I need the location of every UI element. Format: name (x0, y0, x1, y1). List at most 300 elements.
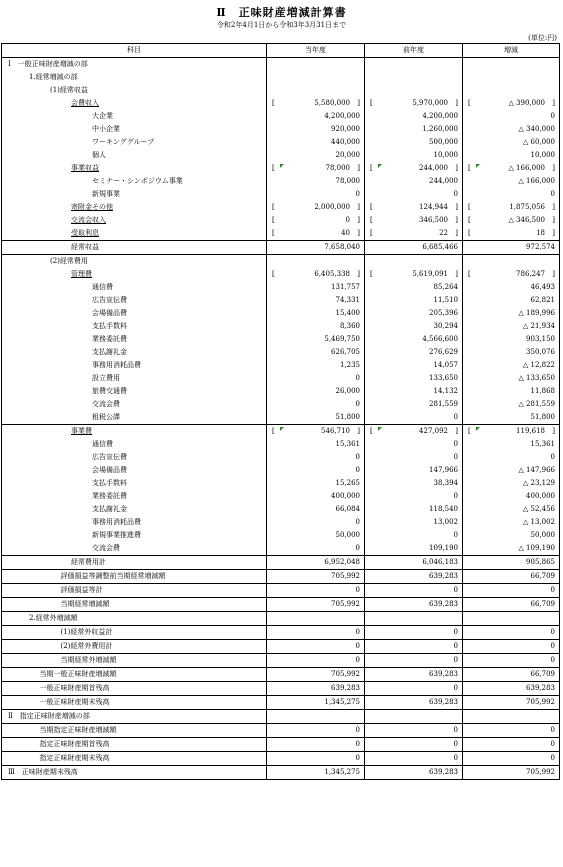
current-year-cell (267, 425, 365, 439)
comment-marker-icon (476, 164, 480, 168)
previous-year-cell: 6,685,466 (365, 241, 463, 255)
row-label: (1)経常外収益計 (2, 626, 267, 640)
change-cell: △ 133,650 (463, 372, 560, 385)
table-row (2, 333, 560, 346)
row-label: 寄附金その他 (2, 201, 267, 214)
bracket-close: ] (357, 164, 360, 172)
previous-year-cell: 4,200,000 (365, 110, 463, 123)
current-year-cell: 131,757 (267, 281, 365, 294)
table-row (2, 175, 560, 188)
previous-year-cell: 500,000 (365, 136, 463, 149)
previous-year-cell: 0 (365, 490, 463, 503)
table-row (2, 425, 560, 439)
header-account: 科目 (2, 44, 267, 58)
change-cell: △ 12,822 (463, 359, 560, 372)
table-row (2, 556, 560, 570)
change-cell: 66,709 (463, 570, 560, 584)
bracket-open: [ (468, 99, 471, 107)
bracket-close: ] (455, 427, 458, 435)
bracket-close: ] (455, 270, 458, 278)
previous-year-cell: 639,283 (365, 570, 463, 584)
change-cell: 50,000 (463, 529, 560, 542)
row-label: 新規事業 (2, 188, 267, 201)
row-label: 交流会収入 (2, 214, 267, 227)
change-cell: 903,150 (463, 333, 560, 346)
change-cell: 400,000 (463, 490, 560, 503)
bracketed-value: 18 (536, 229, 545, 237)
current-year-cell: 15,361 (267, 438, 365, 451)
bracket-close: ] (357, 427, 360, 435)
current-year-cell: 0 (267, 516, 365, 529)
table-row (2, 766, 560, 780)
row-label: 交流会費 (2, 398, 267, 411)
row-label: Ⅱ 指定正味財産増減の部 (2, 710, 267, 724)
current-year-cell: 0 (267, 738, 365, 752)
row-label: 中小企業 (2, 123, 267, 136)
current-year-cell: 0 (267, 724, 365, 738)
table-row (2, 188, 560, 201)
change-cell: 11,868 (463, 385, 560, 398)
bracketed-value: 119,618 (516, 427, 545, 435)
current-year-cell (267, 255, 365, 269)
current-year-cell (267, 214, 365, 227)
bracket-open: [ (370, 427, 373, 435)
table-row (2, 201, 560, 214)
current-year-cell: 0 (267, 542, 365, 556)
bracketed-value: 40 (341, 229, 350, 237)
previous-year-cell: 14,132 (365, 385, 463, 398)
comment-marker-icon (378, 164, 382, 168)
bracket-open: [ (468, 203, 471, 211)
current-year-cell: 66,084 (267, 503, 365, 516)
bracket-close: ] (552, 203, 555, 211)
bracket-close: ] (552, 427, 555, 435)
change-cell (463, 97, 560, 110)
bracket-open: [ (468, 164, 471, 172)
bracket-open: [ (370, 229, 373, 237)
current-year-cell: 0 (267, 372, 365, 385)
bracket-close: ] (357, 270, 360, 278)
row-label: 指定正味財産期末残高 (2, 752, 267, 766)
change-cell: 15,361 (463, 438, 560, 451)
row-label: 支払謝礼金 (2, 503, 267, 516)
current-year-cell: 74,331 (267, 294, 365, 307)
current-year-cell: 6,952,048 (267, 556, 365, 570)
bracket-close: ] (455, 216, 458, 224)
table-row (2, 612, 560, 626)
row-label: (1)経常収益 (2, 84, 267, 97)
table-row (2, 724, 560, 738)
previous-year-cell (365, 162, 463, 175)
row-label: 広告宣伝費 (2, 294, 267, 307)
table-row (2, 668, 560, 682)
table-row (2, 738, 560, 752)
previous-year-cell: 0 (365, 738, 463, 752)
bracket-close: ] (455, 164, 458, 172)
bracket-open: [ (468, 216, 471, 224)
change-cell: 705,992 (463, 766, 560, 780)
row-label: 支払手数料 (2, 320, 267, 333)
current-year-cell: 1,345,275 (267, 696, 365, 710)
bracket-close: ] (455, 99, 458, 107)
change-cell (463, 84, 560, 97)
change-cell (463, 201, 560, 214)
table-row (2, 307, 560, 320)
bracketed-value: 546,710 (321, 427, 350, 435)
change-cell: 972,574 (463, 241, 560, 255)
row-label: Ⅲ 正味財産期末残高 (2, 766, 267, 780)
bracket-close: ] (455, 229, 458, 237)
previous-year-cell: 639,283 (365, 668, 463, 682)
current-year-cell: 78,000 (267, 175, 365, 188)
current-year-cell: 920,000 (267, 123, 365, 136)
bracket-close: ] (552, 229, 555, 237)
current-year-cell (267, 710, 365, 724)
table-row (2, 241, 560, 255)
change-cell: △ 109,190 (463, 542, 560, 556)
row-label: 当期経常増減額 (2, 598, 267, 612)
change-cell: 0 (463, 724, 560, 738)
change-cell: 639,283 (463, 682, 560, 696)
bracket-close: ] (552, 164, 555, 172)
previous-year-cell: 30,294 (365, 320, 463, 333)
change-cell: 10,000 (463, 149, 560, 162)
current-year-cell: 8,360 (267, 320, 365, 333)
change-cell: △ 147,966 (463, 464, 560, 477)
previous-year-cell: 0 (365, 654, 463, 668)
current-year-cell (267, 84, 365, 97)
current-year-cell: 705,992 (267, 668, 365, 682)
previous-year-cell (365, 214, 463, 227)
row-label: 2.経常外増減額 (2, 612, 267, 626)
previous-year-cell: 276,629 (365, 346, 463, 359)
table-row (2, 542, 560, 556)
current-year-cell (267, 71, 365, 84)
bracketed-value: 22 (439, 229, 448, 237)
change-cell (463, 612, 560, 626)
previous-year-cell: 205,396 (365, 307, 463, 320)
change-cell: △ 340,000 (463, 123, 560, 136)
bracket-open: [ (272, 427, 275, 435)
previous-year-cell (365, 425, 463, 439)
bracket-close: ] (357, 216, 360, 224)
row-label: 事業収益 (2, 162, 267, 175)
row-label: 設立費用 (2, 372, 267, 385)
header-current-year: 当年度 (267, 44, 365, 58)
bracket-open: [ (272, 99, 275, 107)
previous-year-cell: 11,510 (365, 294, 463, 307)
change-cell: 905,865 (463, 556, 560, 570)
bracket-close: ] (357, 229, 360, 237)
table-row (2, 372, 560, 385)
row-label: 管理費 (2, 268, 267, 281)
change-cell: △ 23,129 (463, 477, 560, 490)
table-row (2, 110, 560, 123)
current-year-cell: 5,469,750 (267, 333, 365, 346)
row-label: 評価損益等調整前当期経常増減額 (2, 570, 267, 584)
row-label: 評価損益等計 (2, 584, 267, 598)
current-year-cell: 400,000 (267, 490, 365, 503)
period-subtitle: 令和2年4月1日から令和3年3月31日まで (216, 21, 347, 29)
row-label: 会費収入 (2, 97, 267, 110)
previous-year-cell: 0 (365, 724, 463, 738)
current-year-cell (267, 612, 365, 626)
row-label: 個人 (2, 149, 267, 162)
table-row (2, 640, 560, 654)
change-cell: △ 166,000 (463, 175, 560, 188)
current-year-cell: 0 (267, 626, 365, 640)
bracket-close: ] (357, 203, 360, 211)
row-label: 一般正味財産期首残高 (2, 682, 267, 696)
current-year-cell: 1,235 (267, 359, 365, 372)
header-previous-year: 前年度 (365, 44, 463, 58)
current-year-cell: 7,658,040 (267, 241, 365, 255)
previous-year-cell: 0 (365, 438, 463, 451)
current-year-cell: 50,000 (267, 529, 365, 542)
table-row (2, 385, 560, 398)
comment-marker-icon (280, 164, 284, 168)
current-year-cell (267, 268, 365, 281)
bracket-open: [ (272, 164, 275, 172)
table-row (2, 227, 560, 241)
current-year-cell: 0 (267, 398, 365, 411)
previous-year-cell: 244,000 (365, 175, 463, 188)
change-cell: 66,709 (463, 598, 560, 612)
previous-year-cell (365, 201, 463, 214)
change-cell: 46,493 (463, 281, 560, 294)
bracket-open: [ (370, 164, 373, 172)
change-cell: △ 60,000 (463, 136, 560, 149)
previous-year-cell: 0 (365, 640, 463, 654)
bracketed-value: △ 166,000 (508, 164, 545, 172)
table-row (2, 464, 560, 477)
previous-year-cell: 281,559 (365, 398, 463, 411)
table-row (2, 598, 560, 612)
previous-year-cell (365, 58, 463, 72)
previous-year-cell: 639,283 (365, 696, 463, 710)
unit-label: (単位:円) (528, 34, 557, 42)
table-row (2, 136, 560, 149)
table-row (2, 58, 560, 72)
change-cell: △ 281,559 (463, 398, 560, 411)
current-year-cell: 440,000 (267, 136, 365, 149)
bracketed-value: 5,580,000 (314, 99, 350, 107)
bracketed-value: 244,000 (419, 164, 448, 172)
previous-year-cell: 133,650 (365, 372, 463, 385)
table-row (2, 162, 560, 175)
table-row (2, 710, 560, 724)
change-cell: △ 189,996 (463, 307, 560, 320)
previous-year-cell: 14,057 (365, 359, 463, 372)
row-label: 会場備品費 (2, 464, 267, 477)
bracket-open: [ (468, 270, 471, 278)
current-year-cell: 705,992 (267, 570, 365, 584)
table-row (2, 398, 560, 411)
table-row (2, 752, 560, 766)
row-label: 旅費交通費 (2, 385, 267, 398)
row-label: 支払手数料 (2, 477, 267, 490)
current-year-cell (267, 227, 365, 241)
table-row (2, 626, 560, 640)
statement-body (2, 58, 560, 780)
row-label: 事務用消耗品費 (2, 516, 267, 529)
change-cell: 0 (463, 188, 560, 201)
previous-year-cell (365, 71, 463, 84)
table-row (2, 654, 560, 668)
bracket-close: ] (552, 216, 555, 224)
table-row (2, 584, 560, 598)
bracket-open: [ (468, 427, 471, 435)
change-cell (463, 214, 560, 227)
current-year-cell: 0 (267, 640, 365, 654)
bracket-open: [ (370, 270, 373, 278)
bracket-close: ] (552, 99, 555, 107)
table-row (2, 411, 560, 425)
change-cell: △ 21,934 (463, 320, 560, 333)
row-label: 業務委託費 (2, 490, 267, 503)
previous-year-cell (365, 97, 463, 110)
table-row (2, 451, 560, 464)
row-label: 事業費 (2, 425, 267, 439)
current-year-cell: 0 (267, 752, 365, 766)
bracketed-value: 2,000,000 (314, 203, 350, 211)
row-label: 1.経常増減の部 (2, 71, 267, 84)
previous-year-cell: 639,283 (365, 598, 463, 612)
change-cell: 0 (463, 640, 560, 654)
bracket-open: [ (468, 229, 471, 237)
comment-marker-icon (280, 427, 284, 431)
change-cell (463, 710, 560, 724)
previous-year-cell: 13,002 (365, 516, 463, 529)
row-label: 交流会費 (2, 542, 267, 556)
table-row (2, 84, 560, 97)
change-cell (463, 227, 560, 241)
previous-year-cell: 109,190 (365, 542, 463, 556)
bracketed-value: 427,092 (419, 427, 448, 435)
change-cell: 0 (463, 110, 560, 123)
row-label: 広告宣伝費 (2, 451, 267, 464)
comment-marker-icon (378, 427, 382, 431)
change-cell: 0 (463, 752, 560, 766)
row-label: 事務用消耗品費 (2, 359, 267, 372)
current-year-cell: 0 (267, 584, 365, 598)
bracketed-value: 786,247 (516, 270, 545, 278)
bracketed-value: 5,619,091 (412, 270, 448, 278)
current-year-cell: 705,992 (267, 598, 365, 612)
current-year-cell (267, 58, 365, 72)
change-cell: 0 (463, 654, 560, 668)
row-label: 当期指定正味財産増減額 (2, 724, 267, 738)
change-cell (463, 255, 560, 269)
bracket-open: [ (370, 216, 373, 224)
previous-year-cell: 0 (365, 188, 463, 201)
change-cell: 0 (463, 738, 560, 752)
previous-year-cell: 38,394 (365, 477, 463, 490)
row-label: 一般正味財産期末残高 (2, 696, 267, 710)
current-year-cell: 20,000 (267, 149, 365, 162)
previous-year-cell: 85,264 (365, 281, 463, 294)
previous-year-cell (365, 268, 463, 281)
row-label: (2)経常外費用計 (2, 640, 267, 654)
previous-year-cell: 639,283 (365, 766, 463, 780)
change-cell: 0 (463, 626, 560, 640)
current-year-cell (267, 97, 365, 110)
table-row (2, 516, 560, 529)
bracketed-value: 1,875,056 (509, 203, 545, 211)
row-label: Ⅰ 一般正味財産増減の部 (2, 58, 267, 72)
row-label: セミナー・シンポジウム事業 (2, 175, 267, 188)
header-change: 増減 (463, 44, 560, 58)
table-row (2, 320, 560, 333)
table-row (2, 490, 560, 503)
document-title: Ⅱ 正味財産増減計算書 (216, 6, 347, 19)
bracket-open: [ (272, 229, 275, 237)
table-row (2, 255, 560, 269)
previous-year-cell: 0 (365, 584, 463, 598)
row-label: 大企業 (2, 110, 267, 123)
bracket-open: [ (272, 203, 275, 211)
current-year-cell: 0 (267, 464, 365, 477)
bracket-close: ] (357, 99, 360, 107)
previous-year-cell (365, 612, 463, 626)
table-row (2, 477, 560, 490)
previous-year-cell (365, 227, 463, 241)
previous-year-cell (365, 255, 463, 269)
row-label: 経常収益 (2, 241, 267, 255)
row-label: 支払謝礼金 (2, 346, 267, 359)
current-year-cell: 15,400 (267, 307, 365, 320)
current-year-cell: 26,000 (267, 385, 365, 398)
table-row (2, 529, 560, 542)
change-cell (463, 268, 560, 281)
change-cell: 0 (463, 451, 560, 464)
table-row (2, 123, 560, 136)
current-year-cell: 51,800 (267, 411, 365, 425)
current-year-cell: 4,200,000 (267, 110, 365, 123)
table-row (2, 268, 560, 281)
bracket-open: [ (370, 203, 373, 211)
row-label: 租税公課 (2, 411, 267, 425)
change-cell: △ 13,002 (463, 516, 560, 529)
previous-year-cell: 0 (365, 411, 463, 425)
previous-year-cell: 0 (365, 752, 463, 766)
previous-year-cell: 147,966 (365, 464, 463, 477)
previous-year-cell: 0 (365, 626, 463, 640)
current-year-cell: 639,283 (267, 682, 365, 696)
previous-year-cell: 0 (365, 451, 463, 464)
change-cell (463, 58, 560, 72)
previous-year-cell (365, 84, 463, 97)
row-label: 業務委託費 (2, 333, 267, 346)
row-label: ワーキンググループ (2, 136, 267, 149)
table-row (2, 438, 560, 451)
previous-year-cell: 0 (365, 529, 463, 542)
bracketed-value: △ 346,500 (508, 216, 545, 224)
bracket-close: ] (552, 270, 555, 278)
table-row (2, 294, 560, 307)
current-year-cell (267, 201, 365, 214)
change-cell (463, 71, 560, 84)
header-row (2, 44, 560, 58)
row-label: 新規事業推進費 (2, 529, 267, 542)
row-label: 指定正味財産期首残高 (2, 738, 267, 752)
row-label: 当期一般正味財産増減額 (2, 668, 267, 682)
change-cell: 51,800 (463, 411, 560, 425)
previous-year-cell: 118,540 (365, 503, 463, 516)
bracketed-value: 124,944 (419, 203, 448, 211)
previous-year-cell: 0 (365, 682, 463, 696)
row-label: 当期経常外増減額 (2, 654, 267, 668)
